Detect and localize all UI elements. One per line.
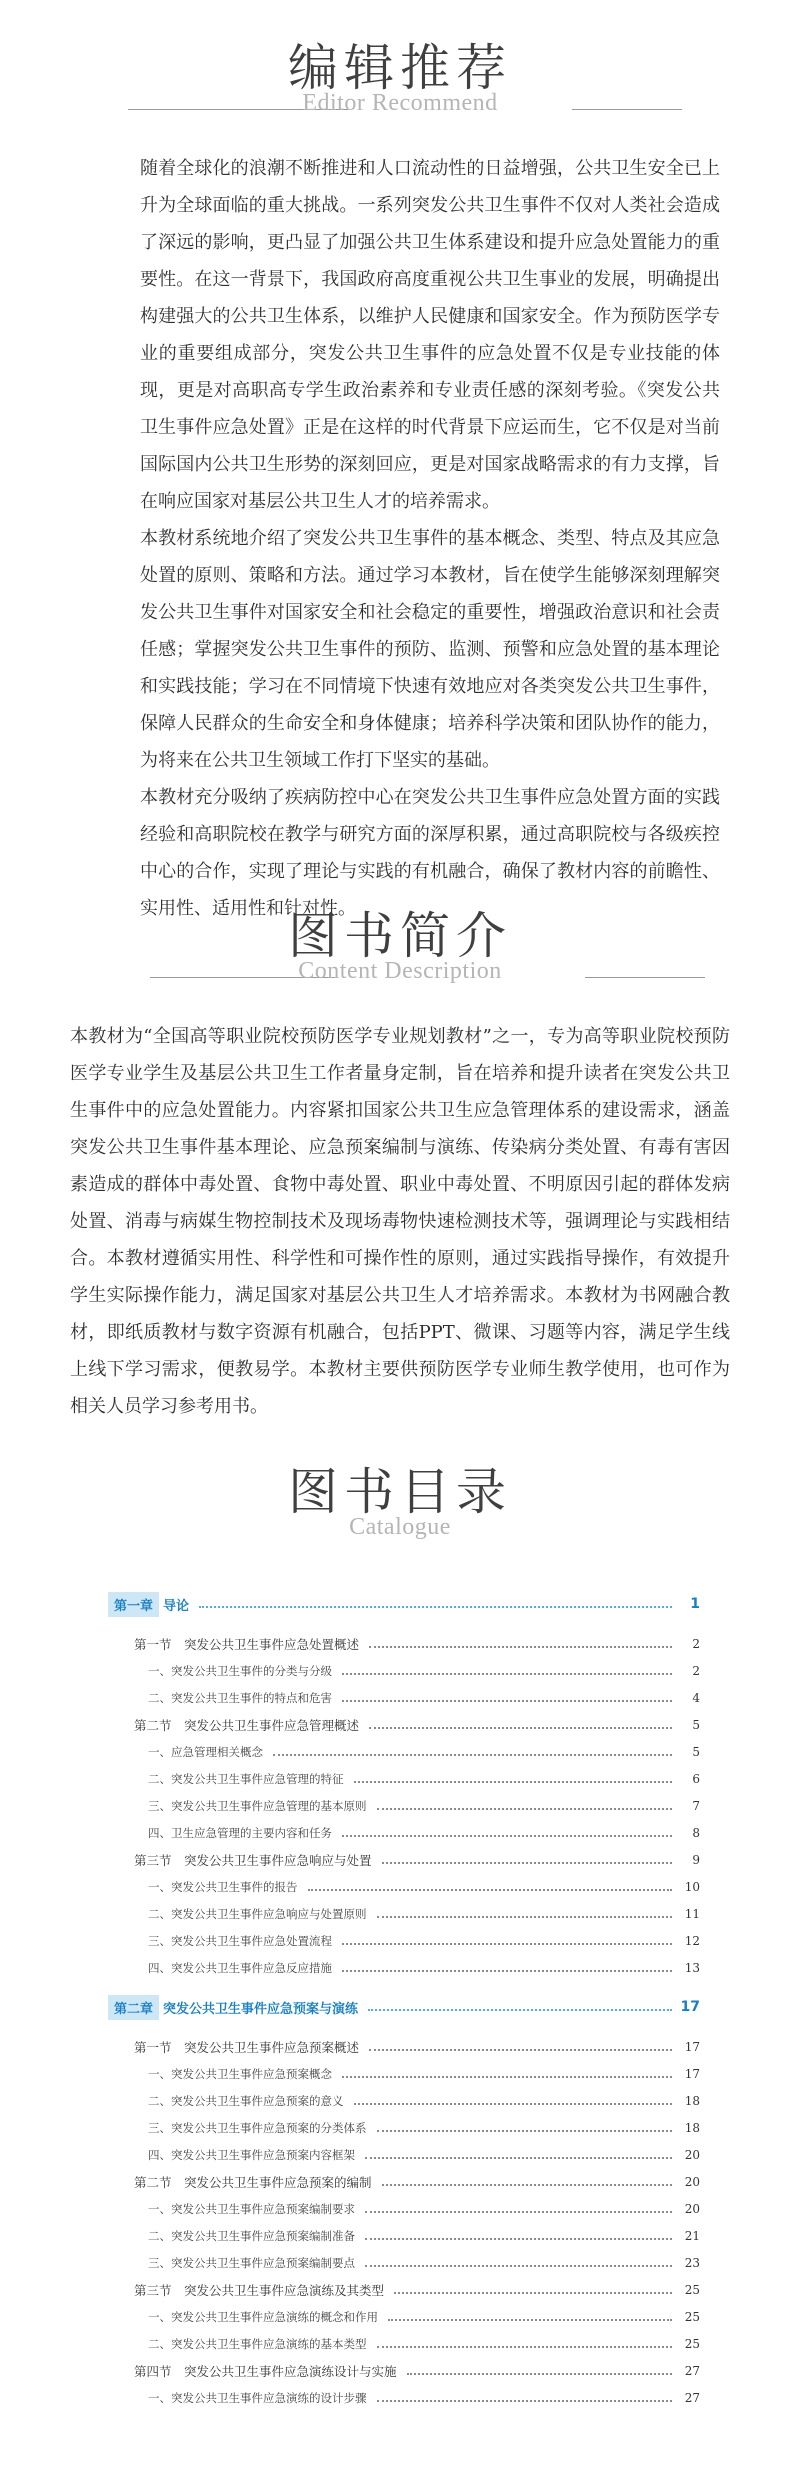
content-description-body	[70, 1018, 730, 1425]
page-number: 5	[692, 1744, 700, 1759]
toc-label: 二、突发公共卫生事件应急演练的基本类型	[148, 2336, 367, 2351]
dot-leader	[273, 1754, 672, 1756]
page-number: 21	[684, 2228, 700, 2243]
section-title: 图书目录	[288, 1463, 512, 1521]
paragraph: 本教材为“全国高等职业院校预防医学专业规划教材”之一，专为高等职业院校预防医学专业学生及基层公共卫生工作者量身定制，旨在培养和提升读者在突发公共卫生事件中的应急处置能力。内容紧扣国家公共卫生应急管理体系的建设需求，涵盖突发公共卫生事件基本理论、应急预案编制与演练、传染病分类处置、有毒有害因素造成的群体中毒处置、食物中毒处置、职业中毒处置、不明原因引起的群体发病处置、消毒与病媒生物控制技术及现场毒物快速检测技术等，强调理论与实践相结合。本教材遵循实用性、科学性和可操作性的原则，通过实践指导操作，有效提升学生实际操作能力，满足国家对基层公共卫生人才培养需求。本教材为书网融合教材，即纸质教材与数字资源有机融合，包括PPT、微课、习题等内容，满足学生线上线下学习需求，便教易学。本教材主要供预防医学专业师生教学使用，也可作为相关人员学习参考用书。	[70, 1026, 730, 1417]
toc-chapter-row[interactable]	[108, 1578, 700, 1630]
dot-leader	[354, 2103, 673, 2105]
dot-leader	[377, 2346, 673, 2348]
toc-item-row[interactable]	[108, 2222, 700, 2249]
toc-chapter-row[interactable]	[108, 1981, 700, 2033]
dot-leader	[377, 1808, 673, 1810]
toc-label: 三、突发公共卫生事件应急预案编制要点	[148, 2255, 355, 2270]
toc-section-row[interactable]	[108, 2276, 700, 2303]
toc-label: 四、突发公共卫生事件应急预案内容框架	[148, 2147, 355, 2162]
page-number: 20	[684, 2201, 700, 2216]
dot-leader	[394, 2292, 672, 2294]
toc-label: 第三节 突发公共卫生事件应急演练及其类型	[134, 2282, 385, 2298]
toc-label: 第二节 突发公共卫生事件应急预案的编制	[134, 2174, 372, 2190]
toc-label: 二、突发公共卫生事件应急预案的意义	[148, 2093, 344, 2108]
paragraph: 随着全球化的浪潮不断推进和人口流动性的日益增强，公共卫生安全已上升为全球面临的重大挑战。一系列突发公共卫生事件不仅对人类社会造成了深远的影响，更凸显了加强公共卫生体系建设和提升应急处置能力的重要性。在这一背景下，我国政府高度重视公共卫生事业的发展，明确提出构建强大的公共卫生体系，以维护人民健康和国家安全。作为预防医学专业的重要组成部分，突发公共卫生事件的应急处置不仅是专业技能的体现，更是对高职高专学生政治素养和专业责任感的深刻考验。《突发公共卫生事件应急处置》正是在这样的时代背景下应运而生，它不仅是对当前国际国内公共卫生形势的深刻回应，更是对国家战略需求的有力支撑，旨在响应国家对基层公共卫生人才的培养需求。	[140, 158, 720, 512]
dot-leader	[369, 1646, 672, 1648]
toc-label: 一、突发公共卫生事件的分类与分级	[148, 1663, 332, 1678]
toc-item-row[interactable]	[108, 1792, 700, 1819]
toc-label: 一、突发公共卫生事件应急预案编制要求	[148, 2201, 355, 2216]
toc-label: 四、卫生应急管理的主要内容和任务	[148, 1825, 332, 1840]
dot-leader	[365, 2265, 672, 2267]
dot-leader	[365, 2157, 672, 2159]
paragraph: 本教材系统地介绍了突发公共卫生事件的基本概念、类型、特点及其应急处置的原则、策略和方法。通过学习本教材，旨在使学生能够深刻理解突发公共卫生事件对国家安全和社会稳定的重要性，增强政治意识和社会责任感；掌握突发公共卫生事件的预防、监测、预警和应急处置的基本理论和实践技能；学习在不同情境下快速有效地应对各类突发公共卫生事件，保障人民群众的生命安全和身体健康；培养科学决策和团队协作的能力，为将来在公共卫生领域工作打下坚实的基础。	[140, 528, 720, 771]
chapter-tag: 第二章	[108, 1995, 159, 2020]
toc-item-row[interactable]	[108, 2384, 700, 2411]
toc-section-row[interactable]	[108, 2168, 700, 2195]
section-title: 编辑推荐	[288, 39, 512, 97]
page-number: 18	[684, 2093, 700, 2108]
page-number: 1	[690, 1596, 700, 1612]
toc-item-row[interactable]	[108, 2303, 700, 2330]
page-number: 13	[684, 1960, 700, 1975]
toc-item-row[interactable]	[108, 2249, 700, 2276]
toc-item-row[interactable]	[108, 1900, 700, 1927]
page-number: 12	[684, 1933, 700, 1948]
page-number: 2	[692, 1636, 700, 1651]
toc-item-row[interactable]	[108, 2060, 700, 2087]
table-of-contents	[108, 1578, 700, 2411]
dot-leader	[407, 2373, 672, 2375]
page-number: 17	[684, 2039, 700, 2054]
toc-section-row[interactable]	[108, 1711, 700, 1738]
toc-item-row[interactable]	[108, 1765, 700, 1792]
page-number: 8	[692, 1825, 700, 1840]
dot-leader	[382, 1862, 672, 1864]
dot-leader	[342, 2076, 672, 2078]
toc-label: 一、突发公共卫生事件的报告	[148, 1879, 298, 1894]
toc-label: 二、突发公共卫生事件应急管理的特征	[148, 1771, 344, 1786]
divider-right	[585, 977, 705, 978]
toc-label: 一、突发公共卫生事件应急演练的概念和作用	[148, 2309, 378, 2324]
divider-right	[572, 109, 682, 110]
toc-item-row[interactable]	[108, 2195, 700, 2222]
toc-label: 一、应急管理相关概念	[148, 1744, 263, 1759]
toc-label: 第三节 突发公共卫生事件应急响应与处置	[134, 1852, 372, 1868]
page-number: 11	[684, 1906, 700, 1921]
chapter-tag: 第一章	[108, 1592, 159, 1617]
toc-label: 一、突发公共卫生事件应急预案概念	[148, 2066, 332, 2081]
page-number: 25	[684, 2309, 700, 2324]
dot-leader	[342, 1835, 672, 1837]
page-number: 17	[680, 1999, 700, 2015]
page-number: 2	[692, 1663, 700, 1678]
toc-item-row[interactable]	[108, 1738, 700, 1765]
toc-section-row[interactable]	[108, 2357, 700, 2384]
toc-label: 导论	[163, 1598, 190, 1614]
toc-section-row[interactable]	[108, 2033, 700, 2060]
toc-label: 第四节 突发公共卫生事件应急演练设计与实施	[134, 2363, 397, 2379]
page-number: 6	[692, 1771, 700, 1786]
dot-leader	[368, 2009, 672, 2011]
dot-leader	[377, 2400, 673, 2402]
dot-leader	[388, 2319, 672, 2321]
editor-recommend-body	[140, 150, 720, 927]
page-number: 5	[692, 1717, 700, 1732]
dot-leader	[354, 1781, 673, 1783]
dot-leader	[365, 2238, 672, 2240]
toc-label: 第一节 突发公共卫生事件应急处置概述	[134, 1636, 360, 1652]
toc-label: 第一节 突发公共卫生事件应急预案概述	[134, 2039, 360, 2055]
toc-item-row[interactable]	[108, 2087, 700, 2114]
dot-leader	[369, 2049, 672, 2051]
toc-label: 二、突发公共卫生事件应急响应与处置原则	[148, 1906, 367, 1921]
page-number: 4	[692, 1690, 700, 1705]
toc-item-row[interactable]	[108, 1657, 700, 1684]
catalogue-header	[0, 1452, 800, 1572]
dot-leader	[365, 2211, 672, 2213]
page-number: 20	[684, 2174, 700, 2189]
toc-label: 三、突发公共卫生事件应急预案的分类体系	[148, 2120, 367, 2135]
page-number: 25	[684, 2282, 700, 2297]
toc-item-row[interactable]	[108, 2330, 700, 2357]
dot-leader	[342, 1673, 672, 1675]
toc-label: 三、突发公共卫生事件应急管理的基本原则	[148, 1798, 367, 1813]
page-number: 20	[684, 2147, 700, 2162]
toc-section-row[interactable]	[108, 1630, 700, 1657]
toc-label: 突发公共卫生事件应急预案与演练	[163, 2001, 359, 2017]
page-number: 7	[692, 1798, 700, 1813]
content-description-header	[0, 896, 800, 1016]
toc-item-row[interactable]	[108, 1954, 700, 1981]
page-number: 27	[684, 2363, 700, 2378]
page-number: 17	[684, 2066, 700, 2081]
dot-leader	[342, 1970, 672, 1972]
section-subtitle: Catalogue	[349, 1514, 451, 1540]
dot-leader	[382, 2184, 672, 2186]
toc-item-row[interactable]	[108, 1684, 700, 1711]
dot-leader	[342, 1943, 672, 1945]
toc-item-row[interactable]	[108, 2141, 700, 2168]
toc-label: 第二节 突发公共卫生事件应急管理概述	[134, 1717, 360, 1733]
dot-leader	[199, 1606, 672, 1608]
dot-leader	[342, 1700, 672, 1702]
page-number: 9	[692, 1852, 700, 1867]
toc-item-row[interactable]	[108, 1927, 700, 1954]
toc-label: 一、突发公共卫生事件应急演练的设计步骤	[148, 2390, 367, 2405]
toc-section-row[interactable]	[108, 1846, 700, 1873]
toc-item-row[interactable]	[108, 2114, 700, 2141]
page-number: 25	[684, 2336, 700, 2351]
dot-leader	[308, 1889, 673, 1891]
toc-item-row[interactable]	[108, 1819, 700, 1846]
page-number: 10	[684, 1879, 700, 1894]
toc-label: 三、突发公共卫生事件应急处置流程	[148, 1933, 332, 1948]
paragraph: 本教材充分吸纳了疾病防控中心在突发公共卫生事件应急处置方面的实践经验和高职院校在教学与研究方面的深厚积累，通过高职院校与各级疾控中心的合作，实现了理论与实践的有机融合，确保了教材内容的前瞻性、实用性、适用性和针对性。	[140, 787, 720, 919]
dot-leader	[369, 1727, 672, 1729]
section-subtitle: Content Description	[298, 958, 502, 984]
toc-label: 二、突发公共卫生事件的特点和危害	[148, 1690, 332, 1705]
toc-label: 二、突发公共卫生事件应急预案编制准备	[148, 2228, 355, 2243]
dot-leader	[377, 1916, 673, 1918]
page-number: 27	[684, 2390, 700, 2405]
section-subtitle: Editor Recommend	[302, 90, 498, 116]
section-title: 图书简介	[288, 907, 512, 965]
page-number: 18	[684, 2120, 700, 2135]
dot-leader	[377, 2130, 673, 2132]
editor-recommend-header	[0, 28, 800, 148]
toc-label: 四、突发公共卫生事件应急反应措施	[148, 1960, 332, 1975]
page-number: 23	[684, 2255, 700, 2270]
toc-item-row[interactable]	[108, 1873, 700, 1900]
